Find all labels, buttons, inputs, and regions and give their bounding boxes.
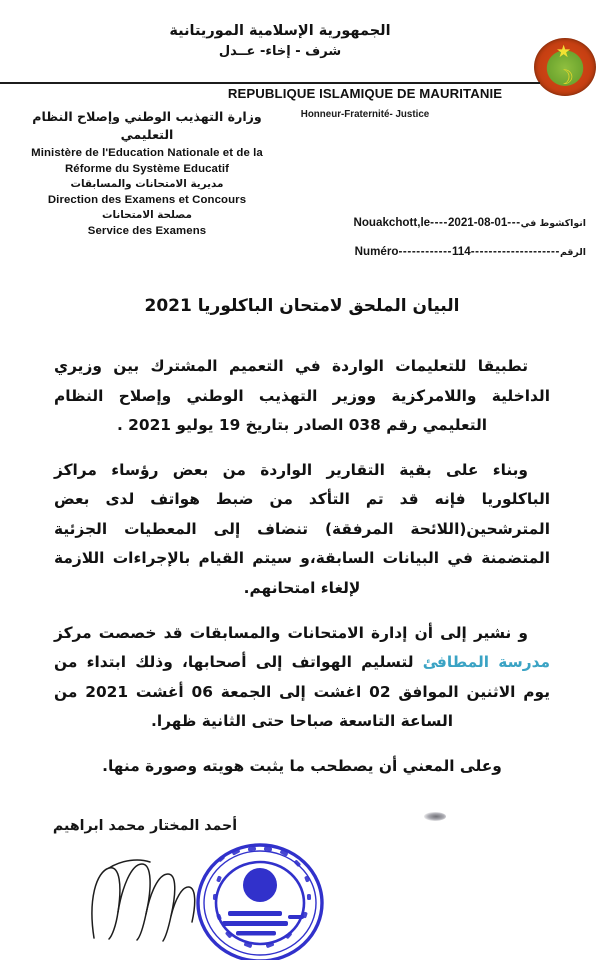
date-value: 2021-08-01	[447, 216, 508, 229]
country-name-arabic: الجمهورية الإسلامية الموريتانية	[169, 23, 391, 39]
country-name-french: REPUBLIQUE ISLAMIQUE DE MAURITANIE	[227, 86, 503, 101]
number-dots-left: ------------	[398, 245, 452, 258]
date-dots-left: ----	[430, 216, 448, 229]
date-dots-right: ---	[507, 216, 521, 229]
national-motto-arabic: شرف - إخاء- عــدل	[218, 43, 342, 59]
date-label-french: Nouakchott,le	[353, 216, 431, 229]
national-emblem	[534, 38, 596, 96]
number-label-french: Numéro	[354, 245, 399, 258]
ministry-block	[8, 108, 286, 239]
number-row	[260, 245, 590, 258]
document-meta	[260, 216, 590, 274]
document-body	[54, 352, 550, 797]
number-value: 114	[452, 245, 471, 258]
signatory-name: أحمد المختار محمد ابراهيم	[52, 818, 238, 834]
paragraph-2: وبناء على بقية التقارير الواردة من بعض رؤساء مراكز الباكلوريا فإنه قد تم التأكد من ضبط هواتف لدى بعض المترشحين(اللائحة المرفقة) تنضاف إلى المعطيات الجزئية المتضمنة في البيانات السابقة،و سيتم القيام بالإجراءات اللازمة لإلغاء امتحانهم.	[54, 460, 550, 598]
number-label-arabic: الرقم	[559, 247, 586, 258]
paragraph-3-after: لتسليم الهواتف إلى أصحابها، وذلك ابتداء من يوم الاثنين الموافق 02 اغشت إلى الجمعة 06 أغشت 2021 من الساعة التاسعة صباحا حتى الثانية ظهرا.	[54, 653, 550, 731]
highlighted-location: مدرسة المطافئ	[422, 653, 550, 672]
service-name-french: Service des Examens	[87, 225, 207, 238]
header-divider	[0, 82, 540, 84]
ministry-name-french-line2: Réforme du Système Educatif	[64, 162, 230, 175]
number-dots-right: --------------------	[470, 245, 560, 258]
direction-name-arabic: مديرية الامتحانات والمسابقات	[70, 177, 224, 190]
crescent-icon: ☽	[556, 67, 574, 89]
direction-name-french: Direction des Examens et Concours	[47, 193, 247, 206]
paragraph-3-before: و نشير إلى أن إدارة الامتحانات والمسابقات قد خصصت مركز	[54, 623, 528, 642]
emblem-icon	[534, 38, 596, 96]
service-name-arabic: مصلحة الامتحانات	[102, 209, 192, 222]
national-motto-french: Honneur-Fraternité- Justice	[300, 109, 430, 120]
date-row	[260, 216, 590, 229]
official-round-stamp	[170, 843, 350, 960]
date-label-arabic: انواكشوط في	[520, 218, 586, 229]
paragraph-3	[54, 619, 550, 737]
document-title: البيان الملحق لامتحان الباكلوريا 2021	[144, 296, 460, 316]
ministry-name-french-line1: Ministère de l'Education Nationale et de la	[31, 146, 263, 159]
header-arabic-block	[0, 22, 560, 61]
closing-paragraph: وعلى المعني أن يصطحب ما يثبت هويته وصورة منها.	[102, 756, 502, 775]
paragraph-1: تطبيقا للتعليمات الواردة في التعميم المشترك بين وزيري الداخلية واللامركزية ووزير التهذيب الوطني وإصلاح النظام التعليمي رقم 038 الصادر بتاريخ 19 يوليو 2021 .	[54, 357, 550, 435]
ink-smudge-mark	[424, 812, 446, 821]
ministry-name-arabic: وزارة التهذيب الوطني وإصلاح النظام التعليمي	[32, 109, 262, 143]
